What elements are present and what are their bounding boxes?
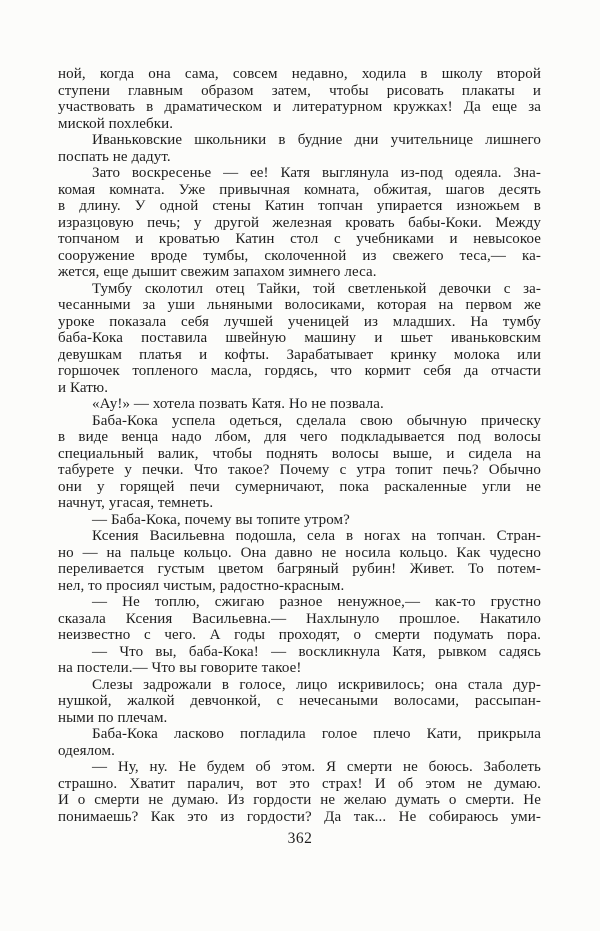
text-line: нел, то просиял чистым, радостно-красным.	[58, 577, 345, 594]
paragraph	[58, 132, 541, 165]
text-line: И о смерти не думаю. Из гордости не желаю думать о смерти. Не	[58, 792, 541, 808]
text-line: специальный валик, чтобы поднять волосы выше, и сидела на	[58, 445, 541, 462]
text-line: изразцовую печь; у другой железная кровать бабы-Коки. Между	[58, 214, 541, 231]
text-line: в виде венца надо лбом, для чего подкладывается под волосы	[58, 429, 541, 445]
page-number: 362	[287, 830, 313, 847]
paragraph	[58, 413, 541, 512]
text-line: они у горящей печи сумерничают, пока раскаленные угли не	[58, 478, 541, 495]
paragraph	[58, 644, 541, 677]
paragraph	[58, 528, 541, 594]
text-line: комая комната. Уже привычная комната, обжитая, шагов десять	[58, 181, 541, 198]
text-line: табурете у печки. Что такое? Почему с утра топит печь? Обычно	[58, 462, 541, 478]
page-text	[58, 66, 541, 825]
text-line: страшно. Хватит паралич, вот это страх! И об этом не думаю.	[58, 775, 541, 792]
page-footer	[0, 830, 600, 848]
paragraph	[58, 594, 541, 644]
text-line: жется, еще дышит свежим запахом зимнего леса.	[58, 264, 377, 280]
paragraph	[58, 165, 541, 281]
paragraph	[58, 281, 541, 397]
text-line: нушкой, жалкой девчонкой, с нечесаными волосами, рассыпан-	[58, 693, 541, 709]
text-line: ступени главным образом затем, чтобы рисовать плакаты и	[58, 82, 541, 99]
text-line: топчаном и кроватью Катин стол с учебниками и невысокое	[58, 231, 541, 247]
text-line: переливается густым цветом багряный рубин! Живет. То потем-	[58, 561, 541, 577]
text-line: — Не топлю, сжигаю разное ненужное,— как-то грустно	[92, 594, 541, 610]
text-line: — Баба-Кока, почему вы топите утром?	[92, 511, 350, 528]
text-line: миской похлебки.	[58, 115, 174, 132]
text-line: горшочек топленого масла, гордясь, что кормит себя да отчасти	[58, 363, 541, 379]
text-line: сооружение вроде тумбы, сколоченной из свежего теса,— ка-	[58, 247, 541, 264]
text-line: ной, когда она сама, совсем недавно, ходила в школу второй	[58, 66, 541, 82]
text-line: Баба-Кока успела одеться, сделала свою обычную прическу	[92, 412, 541, 429]
text-line: сказала Ксения Васильевна.— Нахлынуло прошлое. Накатило	[58, 610, 541, 627]
text-line: уроке показала себя лучшей ученицей из младших. На тумбу	[58, 313, 541, 330]
paragraph	[58, 512, 541, 529]
text-line: Иваньковские школьники в будние дни учительнице лишнего	[92, 132, 541, 148]
text-line: баба-Кока поставила швейную машину и шьет иваньковским	[58, 330, 541, 346]
text-line: Зато воскресенье — ее! Катя выглянула из-под одеяла. Зна-	[92, 165, 541, 181]
text-line: ными по плечам.	[58, 709, 168, 726]
text-line: понимаешь? Как это из гордости? Да так... Не собираюсь уми-	[58, 808, 541, 825]
text-line: Баба-Кока ласково погладила голое плечо Кати, прикрыла	[92, 726, 541, 742]
text-line: но — на пальце кольцо. Она давно не носила кольцо. Как чудесно	[58, 544, 541, 561]
text-line: на постели.— Что вы говорите такое!	[58, 660, 302, 676]
paragraph	[58, 677, 541, 727]
text-line: девушкам платья и кофты. Зарабатывает кринку молока или	[58, 346, 541, 363]
text-line: Тумбу сколотил отец Тайки, той светленькой девочки с за-	[92, 280, 541, 297]
text-line: чесанными за уши льняными волосиками, которая на первом же	[58, 297, 541, 313]
paragraph	[58, 396, 541, 413]
text-line: — Ну, ну. Не будем об этом. Я смерти не боюсь. Заболеть	[92, 759, 541, 775]
text-line: одеялом.	[58, 742, 115, 759]
text-line: — Что вы, баба-Кока! — воскликнула Катя, рывком садясь	[92, 643, 541, 660]
text-line: неизвестно с чего. А годы проходят, о смерти подумать пора.	[58, 627, 541, 643]
text-line: и Катю.	[58, 379, 109, 396]
paragraph	[58, 66, 541, 132]
text-line: начнут, угасая, темнеть.	[58, 495, 214, 511]
text-line: Ксения Васильевна подошла, села в ногах на топчан. Стран-	[92, 528, 541, 544]
text-line: «Ау!» — хотела позвать Катя. Но не позвала.	[92, 396, 384, 412]
text-line: Слезы задрожали в голосе, лицо искривилось; она стала дур-	[92, 676, 541, 693]
text-line: участвовать в драматическом и литературном кружках! Да еще за	[58, 99, 541, 115]
paragraph	[58, 759, 541, 825]
text-line: поспать не дадут.	[58, 148, 171, 165]
paragraph	[58, 726, 541, 759]
text-line: в длину. У одной стены Катин топчан упирается изножьем в	[58, 198, 541, 214]
